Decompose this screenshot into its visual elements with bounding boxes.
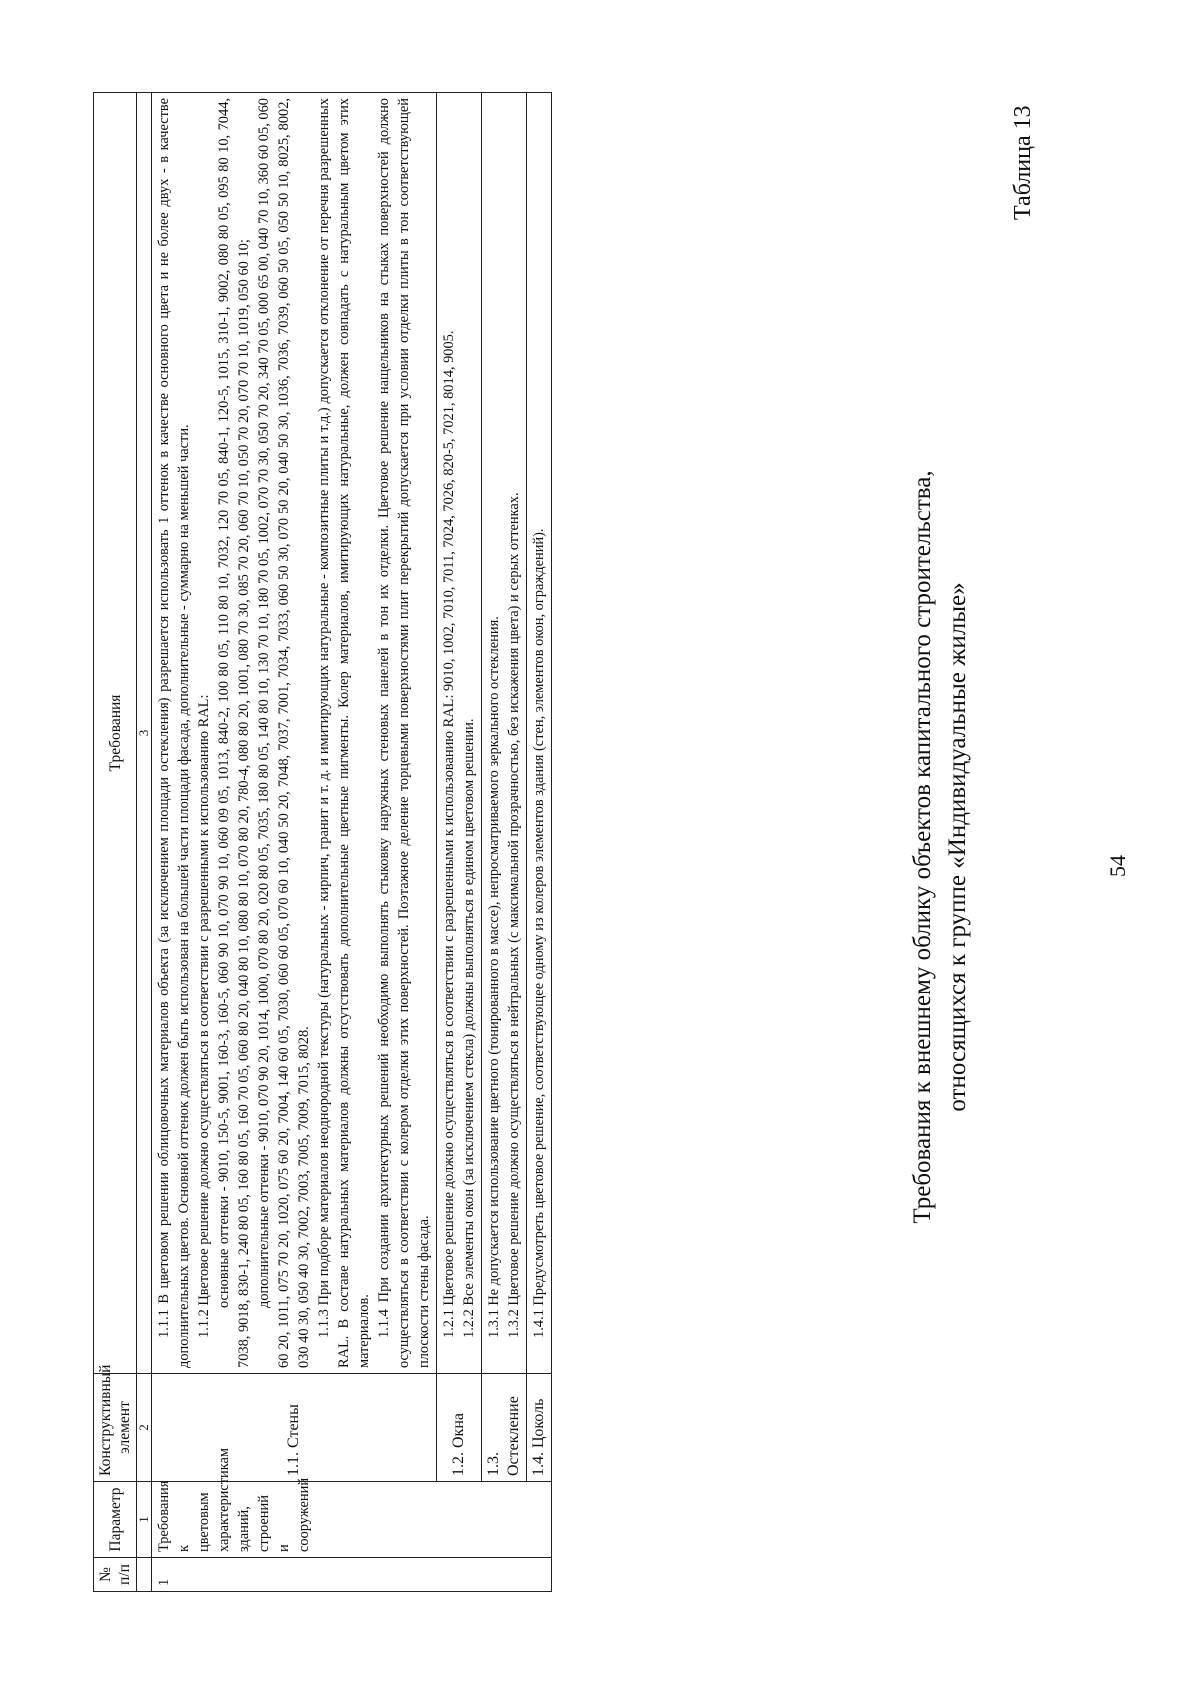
requirements-plinth (527, 93, 552, 1374)
table-index-row (137, 93, 152, 1592)
requirements-windows (437, 93, 482, 1374)
header-element: Конструктивный элемент (94, 1374, 137, 1482)
requirement-paragraph: 1.1.4 При создании архитектурных решений необходимо выполнять стыковку наружных стеновых панелей в тон их отделки. Цветовое решение нащельников на стыках поверхностей должно осуществляться в соответствии с колером отделки этих поверхностей. Поэтажное деление торцевыми поверхностями плит перекрытий допускается при условии отделки плиты в тон соответствующей плоскости стены фасада. (376, 98, 432, 1368)
requirement-paragraph: 1.1.1 В цветовом решении облицовочных материалов объекта (за исключением площади остекления) разрешается использовать 1 оттенок в качестве основного цвета и не более двух - в качестве дополнительных цветов. Основной оттенок должен быть использован на большей части площади фасада, дополнительные - суммарно на меньшей части. (156, 98, 192, 1368)
requirement-paragraph: дополнительные оттенки - 9010, 070 90 20, 1014, 1000, 070 80 20, 020 80 05, 7035, 180 80 05, 140 80 10, 130 70 10, 180 70 05, 1002, 070 70 30, 050 70 20, 340 70 05, 000 65 00, 040 70 10, 360 60 05, 060 60 20, 1011, 075 70 20, 1020, 075 60 20, 7004, 140 60 05, 7030, 060 60 05, 070 60 10, 040 50 20, 7048, 7037, 7001, 7034, 7033, 060 50 30, 070 50 20, 040 50 30, 1036, 7036, 7039, 060 50 05, 050 50 10, 8025, 8002, 030 40 30, 050 40 30, 7002, 7003, 7005, 7009, 7015, 8028. (256, 98, 312, 1368)
table-row (527, 93, 552, 1592)
requirement-paragraph: 1.1.3 При подборе материалов неоднородной текстуры (натуральных - кирпич, гранит и т. д. и имитирующих натуральные - композитные плиты и т.д.) допускается отклонение от перечня разрешенных RAL. В составе натуральных материалов должны отсутствовать дополнительные цветные пигменты. Колер материалов, имитирующих натуральные, должен совпадать с натуральным цветом этих материалов. (316, 98, 372, 1368)
element-windows: 1.2. Окна (437, 1374, 482, 1482)
element-plinth: 1.4. Цоколь (527, 1374, 552, 1482)
table-row (152, 93, 437, 1592)
heading-line-2: относящихся к группе «Индивидуальные жилые» (944, 582, 971, 1112)
parameter-cell: Требования к цветовым характеристикам зданий, строений и сооружений (152, 1482, 552, 1558)
index-cell-2: 2 (137, 1374, 152, 1482)
element-glazing: 1.3. Остекление (482, 1374, 527, 1482)
requirement-paragraph: 1.1.2 Цветовое решение должно осуществляться в соответствии с разрешенными к использованию RAL: (196, 694, 212, 1338)
requirement-paragraph: 1.2.1 Цветовое решение должно осуществляться в соответствии с разрешенными к использованию RAL: 9010, 1002, 7010, 7011, 7024, 7026, 820-5, 7021, 8014, 9005. (441, 330, 457, 1338)
requirements-table (93, 92, 552, 1592)
header-requirements: Требования (94, 93, 137, 1374)
requirement-paragraph: 1.3.2 Цветовое решение должно осуществляться в нейтральных (с максимальной прозрачностью, без искажения цвета) и серых оттенках. (506, 492, 522, 1338)
requirement-paragraph: 1.4.1 Предусмотреть цветовое решение, соответствующее одному из колеров элементов здания (стен, элементов окон, ограждений). (531, 528, 547, 1338)
requirement-paragraph: 1.3.1 Не допускается использование цветного (тонированного в массе), непросматриваемого зеркального остекления. (486, 616, 502, 1338)
index-cell-1: 1 (137, 1482, 152, 1558)
index-cell-3: 3 (137, 93, 152, 1374)
table-row (482, 93, 527, 1592)
requirement-paragraph: 1.2.2 Все элементы окон (за исключением стекла) должны выполняться в едином цветовом решении. (461, 718, 477, 1338)
requirements-walls (152, 93, 437, 1374)
row-number: 1 (152, 1558, 552, 1592)
heading-line-1: Требования к внешнему облику объектов капитального строительства, (909, 470, 936, 1224)
table-header-row (94, 93, 137, 1592)
table-label: Таблица 13 (1010, 105, 1036, 220)
requirements-glazing (482, 93, 527, 1374)
element-walls: 1.1. Стены (152, 1374, 437, 1482)
document-heading (905, 297, 975, 1397)
index-cell-empty (137, 1558, 152, 1592)
table-row (437, 93, 482, 1592)
header-param: Параметр (94, 1482, 137, 1558)
page-number: 54 (1105, 855, 1130, 877)
requirement-paragraph: основные оттенки - 9010, 150-5, 9001, 160-3, 160-5, 060 90 10, 070 90 10, 060 09 05, 1013, 840-2, 100 80 05, 110 80 10, 7032, 120 70 05, 840-1, 120-5, 1015, 310-1, 9002, 080 80 05, 095 80 10, 7044, 7038, 9018, 830-1, 240 80 05, 160 80 05, 160 70 05, 060 80 20, 040 80 10, 080 80 10, 070 80 20, 780-4, 080 80 20, 1001, 080 70 30, 085 70 20, 060 70 10, 050 70 20, 070 70 10, 1019, 050 60 10; (216, 98, 252, 1368)
header-num: № п/п (94, 1558, 137, 1592)
